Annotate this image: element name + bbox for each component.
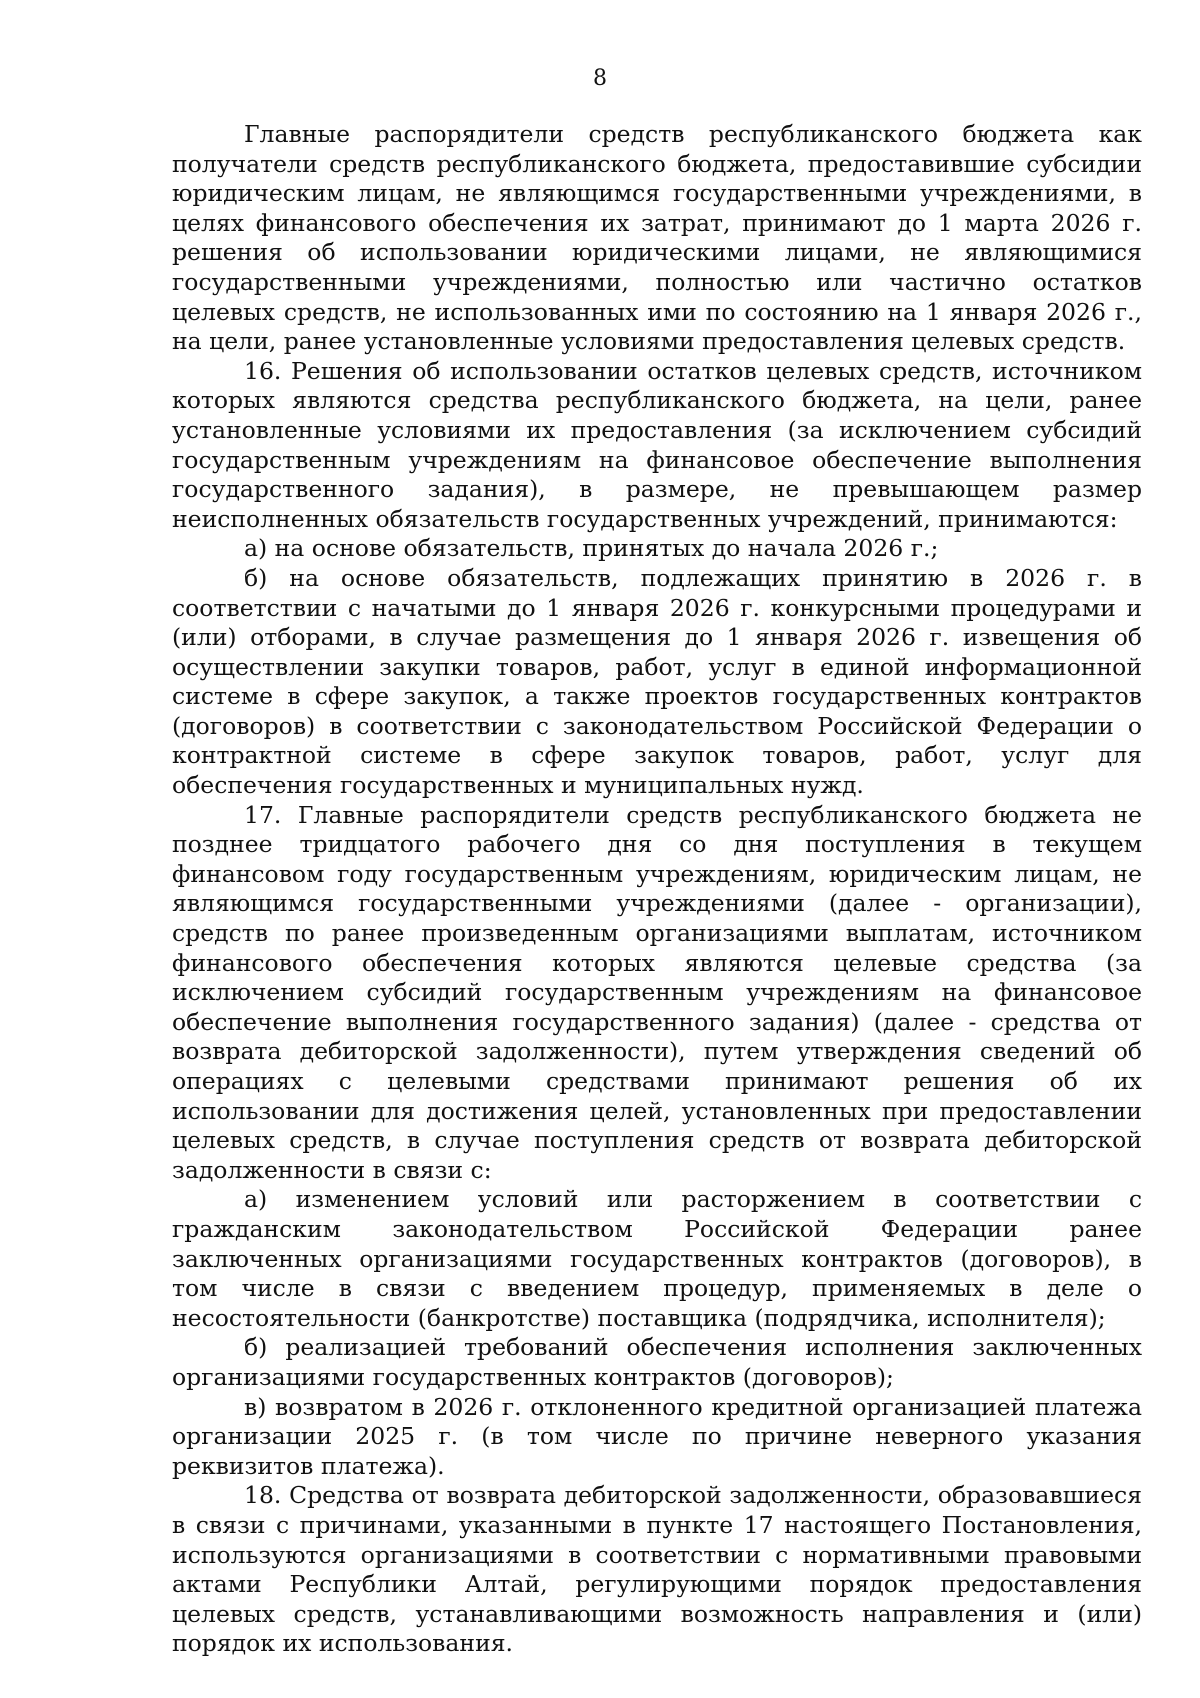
document-body [172, 120, 1142, 1659]
paragraph-17-b: б) реализацией требований обеспечения исполнения заключенных организациями государственных контрактов (договоров); [172, 1333, 1142, 1391]
paragraph-16: 16. Решения об использовании остатков целевых средств, источником которых являются средства республиканского бюджета, на цели, ранее установленные условиями их предоставления (за исключением субсидий государственным учреждениям на финансовое обеспечение выполнения государственного задания), в размере, не превышающем размер неисполненных обязательств государственных учреждений, принимаются: [172, 356, 1142, 533]
paragraph-17: 17. Главные распорядители средств республиканского бюджета не позднее тридцатого рабочего дня со дня поступления в текущем финансовом году государственным учреждениям, юридическим лицам, не являющимся государственными учреждениями (далее - организации), средств по ранее произведенным организациями выплатам, источником финансового обеспечения которых являются целевые средства (за исключением субсидий государственным учреждениям на финансовое обеспечение выполнения государственного задания) (далее - средства от возврата дебиторской задолженности), путем утверждения сведений об операциях с целевыми средствами принимают решения об их использовании для достижения целей, установленных при предоставлении целевых средств, в случае поступления средств от возврата дебиторской задолженности в связи с: [172, 800, 1142, 1184]
paragraph-17-v: в) возвратом в 2026 г. отклоненного кредитной организацией платежа организации 2025 г. (в том числе по причине неверного указания реквизитов платежа). [172, 1392, 1142, 1480]
paragraph-16-a: а) на основе обязательств, принятых до начала 2026 г.; [244, 534, 939, 563]
paragraph-17-a: а) изменением условий или расторжением в соответствии с гражданским законодательством Российской Федерации ранее заключенных организациями государственных контрактов (договоров), в том числе в связи с введением процедур, применяемых в деле о несостоятельности (банкротстве) поставщика (подрядчика, исполнителя); [172, 1185, 1142, 1332]
paragraph-18: 18. Средства от возврата дебиторской задолженности, образовавшиеся в связи с причинами, указанными в пункте 17 настоящего Постановления, используются организациями в соответствии с нормативными правовыми актами Республики Алтай, регулирующими порядок предоставления целевых средств, устанавливающими возможность направления и (или) порядок их использования. [172, 1481, 1142, 1658]
paragraph-16-b: б) на основе обязательств, подлежащих принятию в 2026 г. в соответствии с начатыми до 1 января 2026 г. конкурсными процедурами и (или) отборами, в случае размещения до 1 января 2026 г. извещения об осуществлении закупки товаров, работ, услуг в единой информационной системе в сфере закупок, а также проектов государственных контрактов (договоров) в соответствии с законодательством Российской Федерации о контрактной системе в сфере закупок товаров, работ, услуг для обеспечения государственных и муниципальных нужд. [172, 563, 1142, 800]
paragraph-recipients-decisions: Главные распорядители средств республиканского бюджета как получатели средств республиканского бюджета, предоставившие субсидии юридическим лицам, не являющимся государственными учреждениями, в целях финансового обеспечения их затрат, принимают до 1 марта 2026 г. решения об использовании юридическими лицами, не являющимися государственными учреждениями, полностью или частично остатков целевых средств, не использованных ими по состоянию на 1 января 2026 г., на цели, ранее установленные условиями предоставления целевых средств. [172, 120, 1142, 356]
page-number: 8 [593, 66, 607, 91]
